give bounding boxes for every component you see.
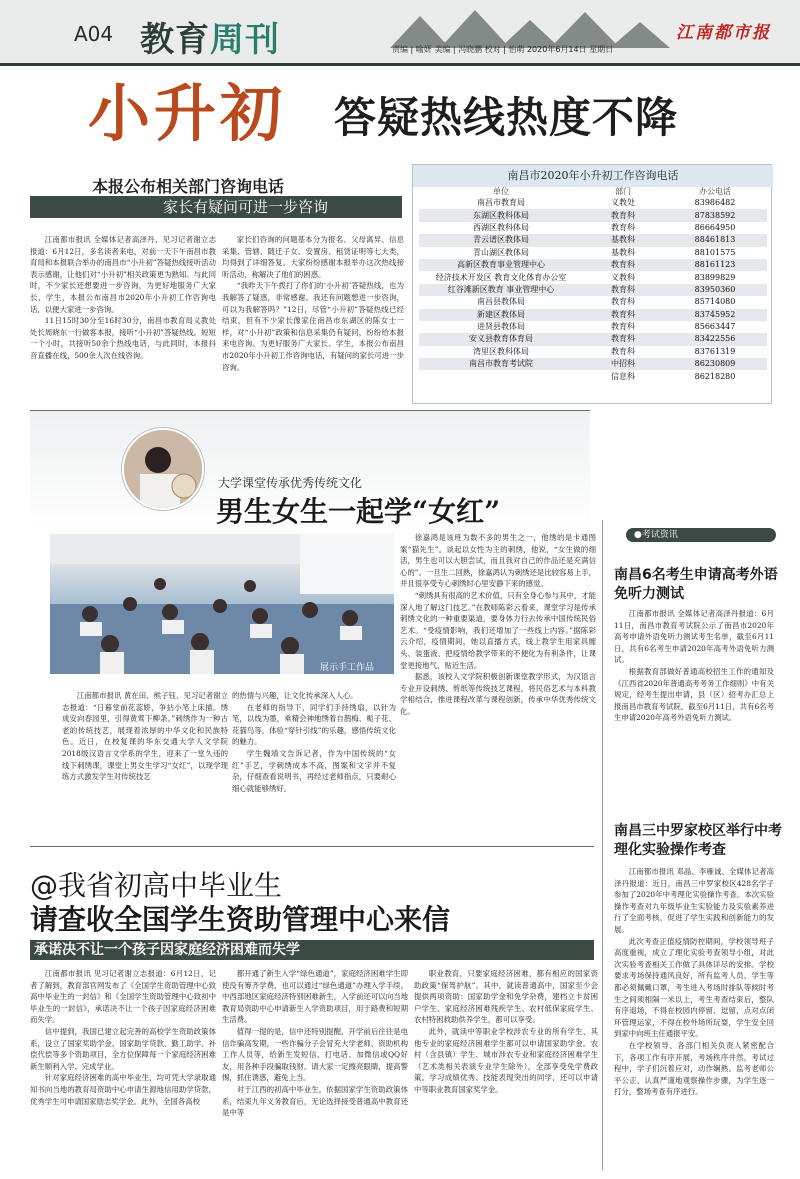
department-cell: 中招科 xyxy=(583,358,663,370)
phone-cell: 83986482 xyxy=(694,198,736,208)
department-cell: 教育科 xyxy=(611,297,635,307)
unit-cell xyxy=(419,370,583,382)
masthead-logo: 江南都市报 xyxy=(676,23,771,43)
embroidery-photo-inset xyxy=(122,428,204,510)
paragraph: 家长们咨询的问题基本分为报名、父母离异、信息采集、管辖、随迁子女、安置房、租赁证明等七大类，均得到了详细答复。大家纷纷感谢本报举办这次热线接听活动，称解决了他们的困惑。 xyxy=(222,235,404,279)
paragraph: 江南都市报讯 邓晶、李雁诚、全媒体记者高泽丹报道：近日，南昌三中罗家校区428名学子参加了2020年中考理化实验操作考查。本次实验操作考查对九年级毕业生实验能力及实验素养进行了全面考核，促进了学生实践和创新能力的发展。 xyxy=(614,867,774,934)
paragraph: 11日15时30分至16时30分，南昌市教育局义教处处长周晓东一行做客本报，接听“小升初”答疑热线。短短一个小时，共接听50余个热线电话，与此同时，本报抖音直播在线，500余人次在线咨询。 xyxy=(30,316,216,360)
table-row xyxy=(419,321,767,333)
paragraph: 在老师的指导下，同学们手持绣扇，以针为笔，以线为墨，乘精会神地绣着自鹊梅、栀子花、花猫鸟等，体验“穿针引线”的乐趣，感悟传统文化的魅力。 xyxy=(232,702,396,747)
aid-headline-a: @我省初高中毕业生 xyxy=(30,869,283,902)
paragraph: 对于江西的初高中毕业生，依据国家学生资助政策体系，结束九年义务教育后，无论选择接受普通高中教育还是中等 xyxy=(222,1084,408,1118)
page-number: A04 xyxy=(74,22,114,46)
unit-cell: 高新区教育事业管理中心 xyxy=(419,259,583,271)
department-cell: 教育科 xyxy=(583,284,663,296)
unit-cell: 西湖区教科体局 xyxy=(473,222,529,232)
paragraph: “我昨天下午拨打了你们的‘小升初’答疑热线，也为我解答了疑惑，非常感谢。我还有问题想进一步咨询，可以为我解答吗？”12日，尽管“小升初”答疑热线已经结束，但有不少家长像家住南昌市东湖区的陈女士一样，对“小升初”政策和信息采集仍有疑问，纷纷给本报来电咨询。为更好服务广大家长、学生，本报公布南昌市2020年小升初工作咨询电话，有疑问的家长可进一步咨询。 xyxy=(222,281,404,372)
paragraph: 值得一提的是，信中还特别提醒，开学前后往往是电信诈骗高发期，一些诈骗分子会冒充大学老师、资助机构工作人员等，给新生发短信、打电话、加微信或QQ好友，用各种手段骗取钱财。请大家一定擦亮眼睛，提高警惕，抓住诱惑，避免上当。 xyxy=(222,1026,408,1083)
paragraph: 学生魏靖文告诉记者，作为中国传统的“女红”手艺，学刺绣成本不高，图案和文字并不复杂，仔细查看说明书，再经过老师指点，只要耐心细心就能够绣好。 xyxy=(232,748,396,793)
aid-deck: 承诺决不让一个孩子因家庭经济困难而失学 xyxy=(30,940,594,960)
lead-headline-left: 小升初 xyxy=(88,77,287,150)
culture-column-b xyxy=(232,690,396,820)
lead-column-2 xyxy=(222,234,404,394)
paragraph: 徐嘉鸿是该班为数不多的男生之一，他绣的是卡通图案“猫先生”。谈起以女性为主的刺绣，他说，“女生做的细活，男生也可以大胆尝试，而且我对自己的作品还是充满信心的”。一旦生二回熟，徐嘉鸿认为刺绣还是比较容易上手，并且很享受专心刺绣时心里安静下来的感觉。 xyxy=(400,533,596,589)
unit-cell: 青山湖区教体局 xyxy=(473,247,529,257)
sidebar-story-2 xyxy=(614,866,774,1166)
section-divider xyxy=(30,846,594,847)
classroom-image xyxy=(50,534,394,674)
table-row xyxy=(419,209,767,221)
table-title: 南昌市2020年小升初工作咨询电话 xyxy=(413,165,773,187)
phone-table-grid xyxy=(419,187,767,383)
phone-cell: 88461813 xyxy=(663,234,767,246)
photo-caption: 展示手工作品 xyxy=(320,663,375,673)
table-row xyxy=(419,333,767,345)
phone-cell: 88101575 xyxy=(694,247,736,257)
department-cell: 基教科 xyxy=(583,234,663,246)
table-row xyxy=(419,370,767,382)
page-header xyxy=(0,0,800,66)
department-cell: 教育科 xyxy=(583,333,663,345)
table-row xyxy=(419,222,767,234)
culture-kicker: 大学课堂传承优秀传统文化 xyxy=(218,476,363,490)
header-meta: 责编 | 喻妍 美编 | 冯晓鹏 校对 | 怡萌 2020年6月14日 星期日 xyxy=(392,45,614,54)
section-title-b: 周刊 xyxy=(210,20,280,60)
unit-cell: 南昌县教体局 xyxy=(477,297,525,307)
paragraph: “刺绣具有很高的艺术价值，只有全身心参与其中，才能深入地了解这门技艺。”在教师陈彩云看来，课堂学习是传承刺绣文化的一种重要渠道，要身体力行去传承中国传统民俗艺术。“受疫情影响，我们还增加了一些线上内容。”据陈彩云介绍，疫情期间，她以直播方式，线上教学生用家具缠头、装蛋液、把疫情给教学带来的不便化为有利条件，让课堂更接地气、贴近生活。 xyxy=(400,590,596,670)
lead-deck-2: 家长有疑问可进一步咨询 xyxy=(30,196,402,218)
culture-headline: 男生女生一起学“女红” xyxy=(216,495,501,528)
culture-column-a xyxy=(62,690,228,820)
paragraph: 据悉，该校人文学院积极创新课堂教学形式，为汉语言专业开设刺绣、剪纸等传统技艺课程，将民俗艺术与本科教学相结合，推进课程改革与课程创新，传承中华优秀传统文化。 xyxy=(400,672,596,716)
sidebar-story-1 xyxy=(614,608,774,804)
department-cell: 教育科 xyxy=(611,346,635,356)
unit-cell: 红谷滩新区教育 事业管理中心 xyxy=(419,284,583,296)
phone-cell: 83422556 xyxy=(663,333,767,345)
phone-cell: 83950360 xyxy=(663,284,767,296)
table-row xyxy=(419,309,767,321)
section-title-a: 教育 xyxy=(140,20,210,60)
column-header: 办公电话 xyxy=(699,187,731,196)
phone-cell: 88161123 xyxy=(663,259,767,271)
department-cell: 信息科 xyxy=(611,371,635,381)
phone-cell: 83745952 xyxy=(663,309,767,321)
department-cell: 基教科 xyxy=(611,247,635,257)
department-cell: 教育科 xyxy=(583,309,663,321)
column-header: 部门 xyxy=(615,187,631,196)
table-row xyxy=(419,259,767,271)
unit-cell: 进贤县教体局 xyxy=(477,322,525,332)
aid-column-1 xyxy=(30,968,216,1174)
culture-column-right xyxy=(400,532,596,818)
paragraph: 针对家庭经济困难的高中毕业生，均可凭大学录取通知书向当地的教育局资助中心申请生源地信用助学贷款，优秀学生可申请国家励志奖学金。此外，全国各高校 xyxy=(30,1073,216,1106)
phone-table xyxy=(412,164,772,404)
phone-cell: 85663447 xyxy=(694,322,736,332)
unit-cell: 东湖区教科体局 xyxy=(419,209,583,221)
lead-headline-right: 答疑热线热度不降 xyxy=(334,93,679,142)
phone-cell: 83899829 xyxy=(694,272,736,282)
department-cell: 教育科 xyxy=(611,322,635,332)
paragraph: 在学校领导、各部门相关负责人紧密配合下，各项工作有序开展，考场秩序井然，考试过程中，学子们沉着应对，动作娴熟。监考老师公平公正、认真严谨地观察操作步骤，为学生逐一打分，整场考查有序进行。 xyxy=(614,1040,774,1097)
table-row xyxy=(419,358,767,370)
table-row xyxy=(419,197,767,209)
lead-deck-1: 本报公布相关部门咨询电话 xyxy=(92,177,285,196)
phone-cell: 87838592 xyxy=(663,209,767,221)
aid-column-2 xyxy=(222,968,408,1174)
section-title xyxy=(140,12,280,61)
aid-headline-b: 请查收全国学生资助管理中心来信 xyxy=(30,903,451,936)
unit-cell: 湾里区教科体局 xyxy=(473,346,529,356)
unit-cell: 南昌市教育局 xyxy=(477,198,525,208)
phone-cell: 86230809 xyxy=(663,358,767,370)
table-row xyxy=(419,296,767,308)
department-cell: 教育科 xyxy=(611,222,635,232)
sidebar-tag: ●考试资讯 xyxy=(626,528,776,542)
paragraph: 都开通了新生入学“绿色通道”，家庭经济困难学生即使没有筹齐学费，也可以通过“绿色通道”办理入学手续。中西部地区家庭经济特别困难新生，入学前还可以向当地教育局资助中心申请新生入学资助项目，用于路费和短期生活费。 xyxy=(222,969,408,1025)
sidebar-headline-2: 南昌三中罗家校区举行中考理化实验操作考查 xyxy=(614,823,782,858)
paragraph: 江南都市报讯 见习记者谢立志报道：6月12日，记者了解到，教育部官网发布了《全国学生资助管理中心致高中毕业生的一封信》和《全国学生资助管理中心致初中毕业生的一封信》，承诺决不让一个孩子因家庭经济困难而失学。 xyxy=(30,969,216,1025)
lead-column-1 xyxy=(30,234,216,394)
paragraph: 信中提到，我国已建立起完善的高校学生资助政策体系，设立了国家奖助学金、国家助学贷款、勤工助学、补偿代偿等多个资助项目，全方位保障每一个家庭经济困难新生顺利入学、完成学业。 xyxy=(30,1026,216,1071)
table-row xyxy=(419,284,767,296)
sidebar-headline-1: 南昌6名考生申请高考外语免听力测试 xyxy=(614,567,778,602)
unit-cell: 安义县教育体育局 xyxy=(419,333,583,345)
pine-decoration xyxy=(380,8,680,48)
table-row xyxy=(419,247,767,259)
paragraph: 此次考查正值疫情防控期间，学校领导班子高度重视，成立了理化实验考查领导小组，对此次实验考查相关工作做了具体详尽的安排。学校要求考场保持通风良好，所有监考人员、学生等都必须佩戴口罩，考生进入考场时排队等候时考生之间须相隔一米以上，考生考查结束后，整队有序退场，不得在校园内停留、逗留，点对点闭环管理运家，不得在校外场所玩耍，学生安全回到家中向班主任通报平安。 xyxy=(614,936,774,1039)
department-cell: 义教科 xyxy=(611,272,635,282)
table-row xyxy=(419,346,767,358)
unit-cell: 青云谱区教体局 xyxy=(419,234,583,246)
paragraph: 根据教育部做好普通高校招生工作的通知及《江西省2020年普通高考考务工作细则》中有关规定，经考生提出申请，县（区）招考办汇总上报南昌市教育考试院，截至6月11日，共有6名考生申请2020年高考外语免听力测试。 xyxy=(614,666,774,723)
classroom-photo xyxy=(50,534,394,674)
table-row xyxy=(419,271,767,283)
phone-cell: 85714080 xyxy=(694,297,736,307)
column-header: 单位 xyxy=(493,187,509,196)
unit-cell: 经济技术开发区 教育文化体育办公室 xyxy=(435,272,567,282)
table-row xyxy=(419,234,767,246)
paragraph: 此外，就读中等职业学校涉农专业的所有学生、其他专业的家庭经济困难学生都可以申请国家助学金。农村（含县镇）学生、城市涉农专业和家庭经济困难学生（艺术类相关表演专业学生除外），全部享受免学费政策。学习成绩优秀、技能表现突出的同学，还可以申请中等职业教育国家奖学金。 xyxy=(414,1026,598,1094)
sidebar-divider xyxy=(602,520,603,1170)
department-cell: 教育科 xyxy=(583,259,663,271)
phone-cell: 86664950 xyxy=(694,222,736,232)
paragraph: 江南都市报讯 黄在田、熊子钰、见习记者谢立志报道：“日暮堂前花蕊娇，争拈小笔上床描。绣成安向春园里，引得黄莺下柳条。”刺绣作为一种古老的传统技艺，展现着浓厚的中华文化和民族特色。近日，在校复课的华东交通大学人文学院2018级汉语言文学系的学生，迎来了一堂久违的线下刺绣课，课堂上男女生学习“女红”，以现学现练方式激发学生对传统技艺 xyxy=(62,691,228,782)
unit-cell: 新建区教体局 xyxy=(419,309,583,321)
paragraph: 江南都市报讯 全媒体记者高泽丹、见习记者谢立志报道：6月12日，多名读者来电，对前一天下午南昌市教育局和本报联合举办的南昌市“小升初”答疑热线接听活动表示感谢，让他们对“小升初”相关政策更为熟知。与此同时，不少家长还想要进一步咨询，为更好地服务广大家长、学生，本报公布南昌市2020年小升初工作咨询电话，以便大家进一步咨询。 xyxy=(30,235,216,314)
paragraph: 的热情与兴趣，让文化传承深入人心。 xyxy=(232,691,358,700)
unit-cell: 南昌市教育考试院 xyxy=(419,358,583,370)
section-divider xyxy=(30,410,590,411)
phone-cell: 83761319 xyxy=(694,346,736,356)
paragraph: 江南都市报讯 全媒体记者高泽丹报道：6月11日，南昌市教育考试院公示了南昌市2020年高考申请外语免听力测试考生名单，截至6月11日，共有6名考生申请2020年高考外语免听力测试。 xyxy=(614,609,774,665)
phone-cell: 86218280 xyxy=(694,371,736,381)
paragraph: 职业教育，只要家庭经济困难，都有相应的国家资助政策“保驾护航”。其中，就读普通高中，国家至少会提供两项资助：国家助学金和免学杂费，建档立卡贫困户学生、家庭经济困难残疾学生、农村低保家庭学生、农村特困救助供养学生，都可以享受。 xyxy=(414,969,598,1025)
department-cell: 教育科 xyxy=(583,209,663,221)
department-cell: 义教处 xyxy=(611,198,635,208)
aid-column-3 xyxy=(414,968,598,1174)
